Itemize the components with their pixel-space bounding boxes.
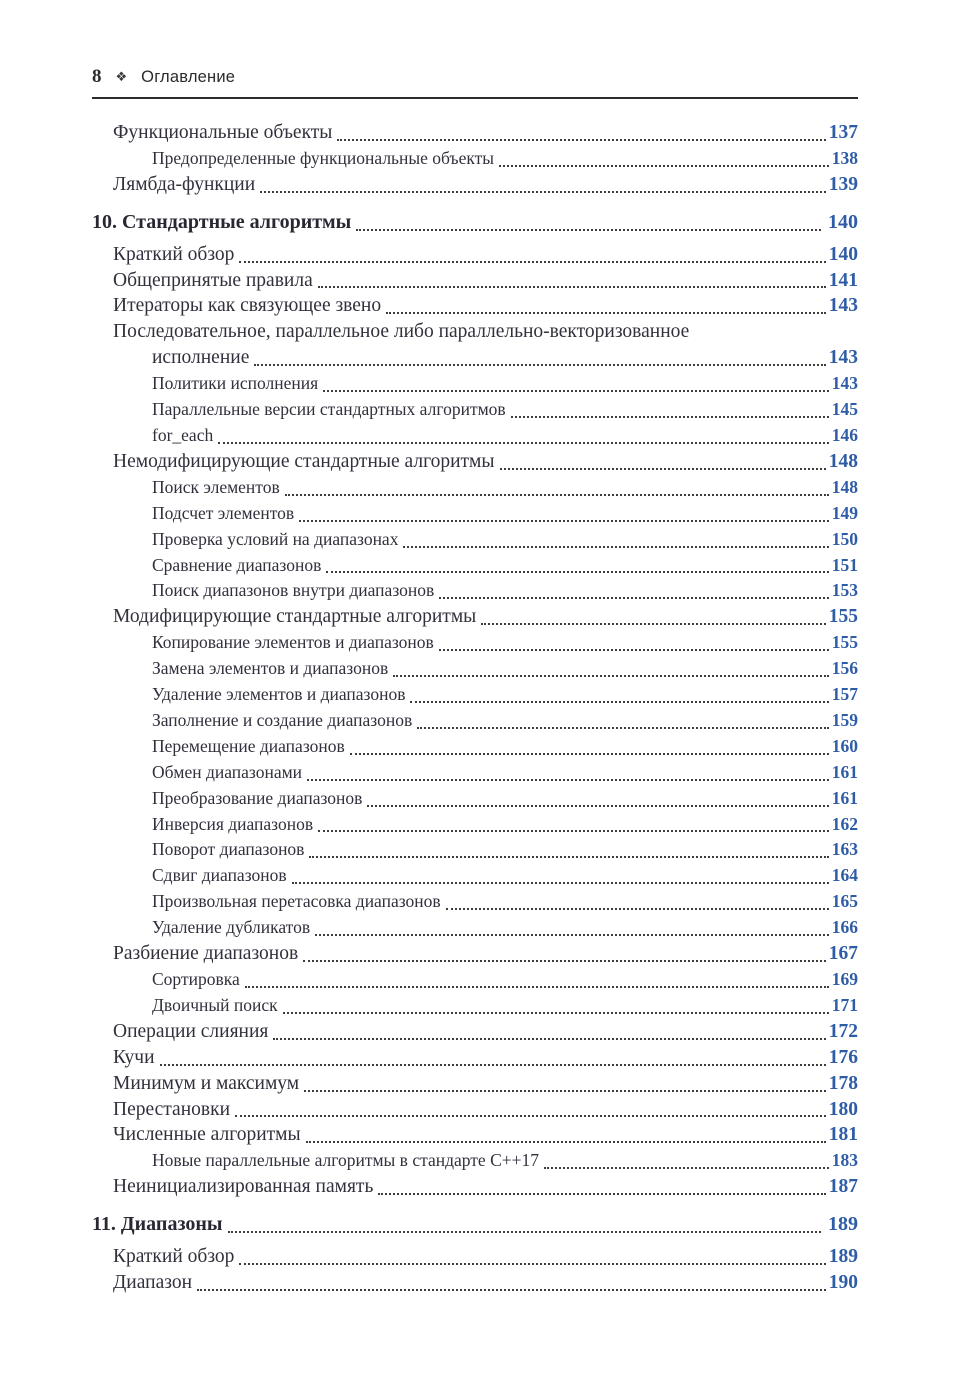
entry-title: Замена элементов и диапазонов bbox=[152, 658, 389, 679]
toc-entry bbox=[92, 1270, 858, 1296]
dot-leader bbox=[544, 1167, 829, 1169]
entry-page-number: 181 bbox=[828, 1124, 858, 1146]
toc-entry bbox=[92, 734, 858, 760]
entry-title: Удаление элементов и диапазонов bbox=[152, 684, 406, 705]
dot-leader bbox=[499, 165, 829, 167]
toc-entry bbox=[92, 682, 858, 708]
entry-page-number: 137 bbox=[828, 122, 858, 143]
entry-title: 10. Стандартные алгоритмы bbox=[92, 210, 352, 233]
entry-page-number: 151 bbox=[831, 554, 858, 575]
dot-leader bbox=[239, 261, 825, 263]
entry-title: Модифицирующие стандартные алгоритмы bbox=[113, 606, 477, 628]
toc-entry bbox=[92, 1148, 858, 1174]
entry-title: Диапазон bbox=[113, 1271, 192, 1293]
dot-leader bbox=[367, 805, 828, 807]
entry-title: Предопределенные функциональные объекты bbox=[152, 147, 495, 168]
entry-page-number: 169 bbox=[831, 969, 858, 989]
dot-leader bbox=[326, 571, 828, 573]
dot-leader bbox=[315, 934, 829, 936]
entry-title: Краткий обзор bbox=[113, 1246, 235, 1268]
entry-title: Перемещение диапазонов bbox=[152, 735, 345, 756]
toc-entry bbox=[92, 423, 858, 449]
entry-title: Поиск элементов bbox=[152, 476, 280, 497]
entry-title: Общепринятые правила bbox=[113, 269, 313, 291]
entry-page-number: 178 bbox=[828, 1072, 858, 1094]
diamond-icon: ❖ bbox=[115, 69, 128, 84]
toc-entry bbox=[92, 397, 858, 423]
entry-page-number: 171 bbox=[831, 994, 858, 1015]
entry-title-continuation bbox=[113, 345, 858, 371]
entry-title: Двоичный поиск bbox=[152, 994, 278, 1015]
toc-entry bbox=[92, 656, 858, 682]
toc-entry bbox=[92, 242, 858, 268]
entry-page-number: 153 bbox=[831, 580, 858, 601]
entry-title: Функциональные объекты bbox=[113, 122, 333, 143]
toc-chapter-entry bbox=[92, 1212, 858, 1238]
toc-entry bbox=[92, 1097, 858, 1123]
entry-page-number: 149 bbox=[831, 502, 858, 523]
entry-title: Удаление дубликатов bbox=[152, 917, 311, 938]
page-number: 8 bbox=[92, 66, 102, 87]
entry-page-number: 167 bbox=[828, 943, 858, 965]
entry-title: Копирование элементов и диапазонов bbox=[152, 632, 434, 653]
toc-entry bbox=[92, 786, 858, 812]
toc-entry bbox=[92, 146, 858, 172]
entry-page-number: 190 bbox=[828, 1271, 858, 1293]
entry-page-number: 146 bbox=[831, 424, 858, 445]
entry-title: Проверка условий на диапазонах bbox=[152, 528, 399, 549]
toc-entry bbox=[92, 475, 858, 501]
dot-leader bbox=[299, 520, 829, 522]
entry-page-number: 145 bbox=[831, 399, 858, 420]
entry-title: Лямбда-функции bbox=[113, 173, 256, 195]
toc-entry bbox=[92, 837, 858, 863]
toc-entry bbox=[92, 812, 858, 838]
entry-page-number: 140 bbox=[828, 210, 858, 233]
entry-title: Краткий обзор bbox=[113, 243, 235, 265]
toc-list bbox=[92, 120, 858, 1296]
entry-title: Кучи bbox=[113, 1046, 155, 1068]
entry-page-number: 139 bbox=[828, 173, 858, 195]
toc-entry bbox=[92, 1045, 858, 1071]
entry-title: Численные алгоритмы bbox=[113, 1124, 301, 1146]
toc-entry bbox=[92, 1071, 858, 1097]
entry-title: Неинициализированная память bbox=[113, 1176, 374, 1198]
dot-leader bbox=[446, 908, 829, 910]
entry-title: Перестановки bbox=[113, 1098, 230, 1120]
dot-leader bbox=[239, 1263, 825, 1265]
entry-page-number: 156 bbox=[831, 658, 858, 679]
dot-leader bbox=[439, 649, 829, 651]
entry-title: Последовательное, параллельное либо параллельно-векторизованное bbox=[113, 321, 690, 343]
entry-title: Заполнение и создание диапазонов bbox=[152, 709, 413, 730]
toc-entry bbox=[92, 1244, 858, 1270]
dot-leader bbox=[304, 1090, 826, 1092]
dot-leader bbox=[386, 312, 826, 314]
dot-leader bbox=[306, 1141, 826, 1143]
entry-title: Минимум и максимум bbox=[113, 1072, 300, 1094]
entry-page-number: 189 bbox=[828, 1213, 858, 1236]
toc-entry bbox=[92, 527, 858, 553]
toc-entry bbox=[92, 889, 858, 915]
toc-entry bbox=[92, 630, 858, 656]
dot-leader bbox=[283, 1012, 829, 1014]
dot-leader bbox=[323, 390, 829, 392]
entry-page-number: 155 bbox=[831, 632, 858, 653]
entry-title: Поворот диапазонов bbox=[152, 839, 305, 860]
dot-leader bbox=[350, 753, 829, 755]
dot-leader bbox=[218, 442, 829, 444]
dot-leader bbox=[309, 856, 828, 858]
toc-entry bbox=[92, 760, 858, 786]
entry-page-number: 143 bbox=[831, 373, 858, 394]
toc-entry bbox=[92, 915, 858, 941]
entry-page-number: 148 bbox=[831, 476, 858, 497]
entry-title: Немодифицирующие стандартные алгоритмы bbox=[113, 450, 495, 472]
toc-entry bbox=[92, 863, 858, 889]
toc-entry bbox=[92, 941, 858, 967]
toc-chapter-entry bbox=[92, 210, 858, 236]
entry-title: Операции слияния bbox=[113, 1020, 269, 1042]
entry-title: Сортировка bbox=[152, 969, 240, 989]
dot-leader bbox=[356, 229, 821, 231]
dot-leader bbox=[197, 1289, 826, 1291]
entry-page-number: 189 bbox=[828, 1246, 858, 1268]
entry-title: Преобразование диапазонов bbox=[152, 787, 363, 808]
dot-leader bbox=[403, 546, 828, 548]
entry-title: for_each bbox=[152, 424, 214, 445]
dot-leader bbox=[500, 468, 826, 470]
dot-leader bbox=[228, 1231, 822, 1233]
entry-page-number: 161 bbox=[831, 761, 858, 782]
dot-leader bbox=[318, 286, 826, 288]
entry-title: 11. Диапазоны bbox=[92, 1213, 223, 1236]
entry-page-number: 164 bbox=[831, 865, 858, 886]
entry-page-number: 159 bbox=[831, 709, 858, 730]
toc-entry bbox=[92, 993, 858, 1019]
entry-title: исполнение bbox=[152, 347, 250, 369]
toc-entry bbox=[92, 553, 858, 579]
entry-page-number: 165 bbox=[831, 891, 858, 912]
running-header bbox=[92, 66, 858, 99]
toc-entry bbox=[92, 708, 858, 734]
entry-page-number: 157 bbox=[831, 684, 858, 705]
entry-page-number: 180 bbox=[828, 1098, 858, 1120]
toc-entry bbox=[92, 1019, 858, 1045]
toc-entry bbox=[92, 1174, 858, 1200]
dot-leader bbox=[417, 727, 829, 729]
dot-leader bbox=[273, 1038, 825, 1040]
entry-page-number: 172 bbox=[828, 1020, 858, 1042]
toc-entry bbox=[92, 268, 858, 294]
entry-page-number: 183 bbox=[831, 1150, 858, 1171]
dot-leader bbox=[292, 882, 829, 884]
toc-entry bbox=[92, 967, 858, 993]
entry-page-number: 176 bbox=[828, 1046, 858, 1068]
dot-leader bbox=[439, 597, 828, 599]
entry-title: Параллельные версии стандартных алгоритмов bbox=[152, 399, 506, 420]
dot-leader bbox=[235, 1115, 826, 1117]
entry-page-number: 162 bbox=[831, 813, 858, 834]
dot-leader bbox=[393, 675, 829, 677]
toc-entry bbox=[92, 319, 858, 371]
entry-title: Политики исполнения bbox=[152, 373, 319, 394]
toc-entry bbox=[92, 172, 858, 198]
dot-leader bbox=[378, 1193, 825, 1195]
dot-leader bbox=[160, 1064, 826, 1066]
entry-page-number: 187 bbox=[828, 1176, 858, 1198]
dot-leader bbox=[511, 416, 829, 418]
entry-page-number: 161 bbox=[831, 787, 858, 808]
entry-title: Разбиение диапазонов bbox=[113, 943, 299, 965]
toc-entry bbox=[92, 293, 858, 319]
entry-title: Новые параллельные алгоритмы в стандарте C++17 bbox=[152, 1150, 539, 1171]
entry-title: Сравнение диапазонов bbox=[152, 554, 322, 575]
entry-page-number: 138 bbox=[831, 147, 858, 168]
dot-leader bbox=[254, 364, 825, 366]
dot-leader bbox=[245, 986, 829, 988]
dot-leader bbox=[285, 494, 829, 496]
toc-entry bbox=[92, 604, 858, 630]
entry-page-number: 143 bbox=[828, 295, 858, 317]
entry-title: Итераторы как связующее звено bbox=[113, 295, 382, 317]
entry-page-number: 150 bbox=[831, 528, 858, 549]
entry-title: Инверсия диапазонов bbox=[152, 813, 314, 834]
toc-entry bbox=[92, 120, 858, 146]
toc-entry bbox=[92, 501, 858, 527]
dot-leader bbox=[260, 191, 826, 193]
dot-leader bbox=[481, 623, 825, 625]
toc-entry bbox=[92, 449, 858, 475]
dot-leader bbox=[337, 139, 825, 141]
entry-title: Сдвиг диапазонов bbox=[152, 865, 287, 886]
entry-page-number: 155 bbox=[828, 606, 858, 628]
entry-page-number: 166 bbox=[831, 917, 858, 938]
entry-page-number: 160 bbox=[831, 735, 858, 756]
dot-leader bbox=[307, 779, 829, 781]
toc-entry bbox=[92, 578, 858, 604]
entry-page-number: 148 bbox=[828, 450, 858, 472]
entry-title: Произвольная перетасовка диапазонов bbox=[152, 891, 441, 912]
dot-leader bbox=[318, 830, 829, 832]
entry-page-number: 163 bbox=[831, 839, 858, 860]
entry-title: Обмен диапазонами bbox=[152, 761, 303, 782]
toc-entry bbox=[92, 1122, 858, 1148]
entry-page-number: 141 bbox=[828, 269, 858, 291]
entry-title: Подсчет элементов bbox=[152, 502, 295, 523]
toc-entry bbox=[92, 371, 858, 397]
dot-leader bbox=[303, 960, 826, 962]
entry-page-number: 140 bbox=[828, 243, 858, 265]
entry-title: Поиск диапазонов внутри диапазонов bbox=[152, 580, 435, 601]
header-title: Оглавление bbox=[141, 68, 236, 86]
entry-page-number: 143 bbox=[828, 347, 858, 369]
dot-leader bbox=[410, 701, 828, 703]
